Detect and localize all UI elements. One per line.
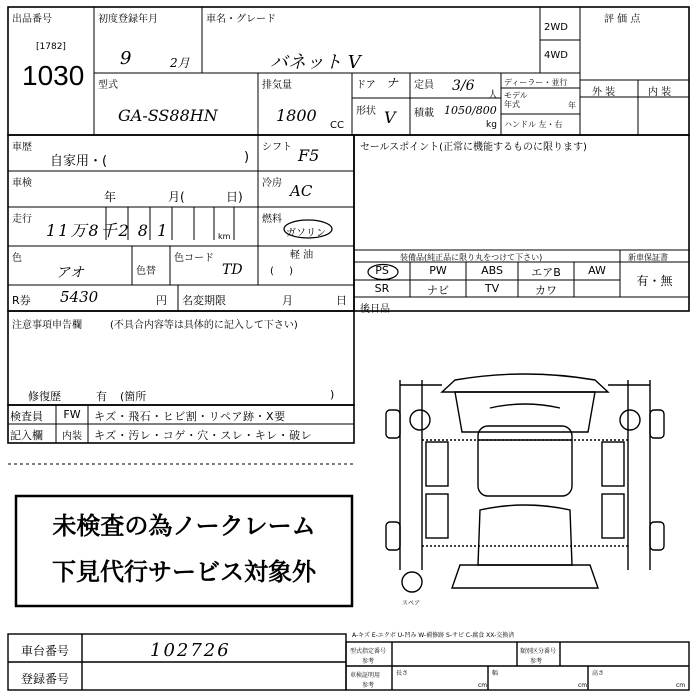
equip-navi: ナビ [427,284,449,297]
displacement-value: 1800 [276,106,317,125]
length-label: 長さ [396,670,409,677]
chassis-label: 車台番号 [20,644,69,658]
name-grade-label: 車名・グレード [206,14,276,25]
model-label: 型式 [98,80,118,91]
shaken-year: 年 [104,190,117,204]
history-close: ) [244,150,250,165]
model-year-label: モデル 年式 [504,91,528,109]
mileage-value: 11万8千2 8 1 [46,221,170,240]
fw-items: キズ・飛石・ヒビ割・リペア跡・X要 [94,410,286,423]
lot-number: 1030 [22,60,85,91]
mileage-label: 走行 [12,214,32,225]
equip-aw: AW [588,264,606,277]
height-label: 高さ [592,670,605,677]
reg-cert-ref: 参考 [362,682,375,689]
reg-cert-label: 車検証明用 [350,672,381,679]
exterior-label: 外 装 [592,87,616,98]
shift-label: シフト [262,142,292,153]
door-value: ナ [386,76,399,90]
color-label: 色 [12,253,22,264]
spare-label: スペア [402,600,421,607]
drive-4wd: 4WD [544,50,568,61]
repair-value: 有 [96,390,107,403]
equip-tv: TV [484,282,500,295]
fuel-gasoline: ガソリン [286,228,326,239]
first-reg-label: 初度登録年月 [98,14,158,25]
notes-instruction: (不具合内容等は具体的に記入して下さい) [110,320,298,331]
shaken-label: 車検 [12,178,32,189]
height-unit: cm [676,682,686,689]
equip-abs: ABS [481,264,503,277]
fuel-other: ( ) [270,266,299,277]
load-value: 1050/800 [444,104,497,117]
model-cert-label: 型式指定番号 [350,648,387,655]
inspector-label-top: 検査員 [10,410,43,423]
category-label: 類別区分番号 [520,648,557,655]
drive-2wd: 2WD [544,22,568,33]
load-label: 積載 [414,108,434,119]
repair-place: (箇所 [120,390,147,403]
new-warranty-label: 新車保証書 [628,253,668,262]
notice-line-2: 下見代行サービス対象外 [52,558,316,586]
model-year-unit: 年 [568,101,576,110]
color-value: アオ [56,265,84,281]
fuel-gasoline-circle [282,218,334,240]
equip-airbag: エアB [531,266,561,279]
recycle-label: R券 [12,294,31,307]
category-ref: 参考 [530,658,543,665]
lot-code: [1782] [36,42,66,52]
first-reg-year: 9 [120,48,132,69]
notice-line-1: 未検査の為ノークレーム [52,512,316,540]
inspector-interior-label: 内装 [62,431,82,442]
equip-leather: カワ [535,284,557,297]
name-change-month: 月 [282,294,293,307]
model-cert-ref: 参考 [362,658,375,665]
equip-ps-circle [366,263,400,281]
fuel-diesel: 軽 油 [290,250,314,261]
inspector-interior-items: キズ・汚レ・コゲ・穴・スレ・キレ・破レ [94,429,313,442]
width-unit: cm [578,682,588,689]
fuel-label: 燃料 [262,214,282,225]
dealer-label: ディーラー・並行 [504,78,568,87]
equipment-label: 装備品(純正品に限り丸をつけて下さい) [400,253,543,262]
width-label: 幅 [492,670,499,677]
lot-number-label: 出品番号 [12,14,52,25]
name-change-day: 日 [336,294,347,307]
recycle-value: 5430 [60,288,99,306]
equip-sr: SR [374,282,390,295]
fw-label: FW [63,408,81,421]
equip-pw: PW [429,264,447,277]
length-unit: cm [478,682,488,689]
shaken-month: 月( [168,190,185,204]
load-unit: kg [486,120,497,130]
chassis-value: 102726 [150,640,231,661]
score-label: 評 価 点 [604,14,641,25]
recycle-unit: 円 [156,294,167,307]
aircon-value: AC [290,182,313,200]
repair-close: ) [330,388,335,401]
history-label: 車歴 [12,142,32,153]
first-reg-month: 2月 [170,56,190,70]
displacement-label: 排気量 [262,80,292,91]
shift-value: F5 [298,146,320,165]
mileage-unit: km [218,232,231,241]
sales-point-label: セールスポイント(正常に機能するものに限ります) [360,142,587,153]
handle-label: ハンドル 左・右 [504,120,563,129]
shape-label: 形状 [356,106,376,117]
history-value: 自家用・( [50,154,108,169]
new-warranty-value: 有・無 [636,274,673,288]
capacity-value: 3/6 [452,78,475,94]
inspector-label-bottom: 記入欄 [10,429,43,442]
repair-label: 修復歴 [28,390,61,403]
shaken-day: 日) [226,190,243,204]
door-label: ドア [356,80,376,91]
aftermarket-label: 後日品 [360,304,390,315]
name-grade-value: バネット V [270,52,361,73]
model-value: GA-SS88HN [118,106,218,125]
interior-label: 内 装 [648,87,672,98]
notes-label: 注意事項申告欄 [12,320,82,331]
color-change-label: 色替 [136,266,156,277]
reg-number-label: 登録番号 [20,672,69,686]
capacity-label: 定員 [414,80,434,91]
color-code-label: 色コード [174,253,214,264]
aircon-label: 冷房 [262,178,282,189]
displacement-unit: CC [330,120,344,131]
color-code-value: TD [222,262,243,278]
shape-value: V [384,108,396,127]
damage-legend: A-キズ E-エクボ U-凹み W-補修跡 S-サビ C-腐食 XX-交換済 [352,632,515,639]
car-body-diagram [360,360,690,620]
name-change-label: 名変期限 [182,294,226,307]
equip-ps: PS [375,264,389,277]
capacity-unit: 人 [488,90,498,101]
